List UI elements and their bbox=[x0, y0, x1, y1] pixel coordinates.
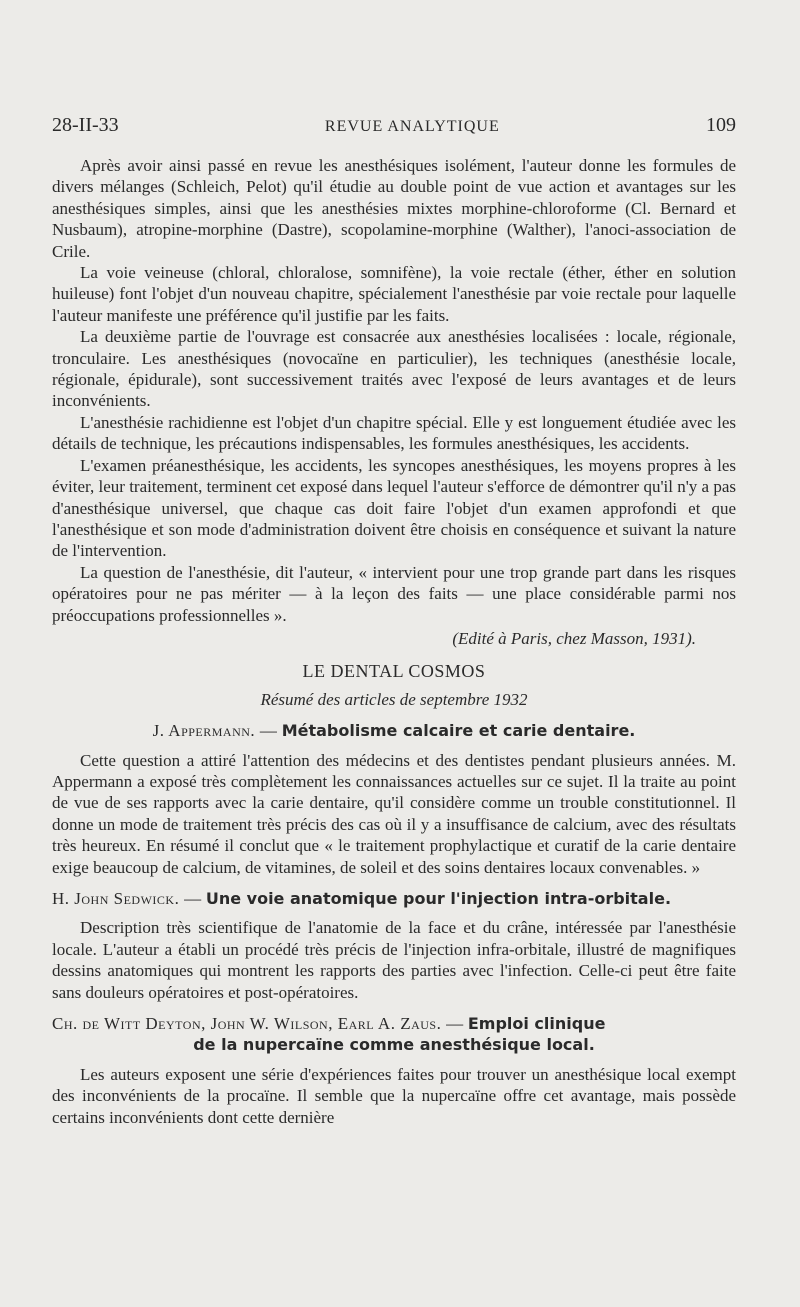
article-text: Cette question a attiré l'attention des médecins et des dentistes pendant plusieurs années. M. Appermann a exposé très complètement les connaissances actuelles sur ce sujet. Il la traite au point de vue de ses rapports avec la carie dentaire, qu'il considère comme un trouble constitutionnel. Il donne un mode de traitement très précis des cas où il y a insuffisance de calcium, avec des résultats très heureux. En résumé il conclut que « le traitement prophylactique et curatif de la carie dentaire exige beaucoup de calcium, de vitamines, de soleil et des soins dentaires locaux convenables. » bbox=[52, 750, 736, 877]
article-title: Une voie anatomique pour l'injection intra-orbitale. bbox=[205, 889, 672, 908]
article-text: Les auteurs exposent une série d'expériences faites pour trouver un anesthésique local exempt des inconvénients de la procaïne. Il semble que la nupercaïne offre cet avantage, mais possède certains inconvénients dont cette dernière bbox=[52, 1064, 736, 1127]
section-subtitle: Résumé des articles de septembre 1932 bbox=[260, 689, 528, 709]
article-heading bbox=[52, 1013, 736, 1034]
paragraph: La deuxième partie de l'ouvrage est consacrée aux anesthésies localisées : locale, régionale, tronculaire. Les anesthésiques (novocaïne en particulier), les techniques (anesthésie locale, régionale, épidurale), sont successivement traités avec l'exposé de leurs avantages et de leurs inconvénients. bbox=[52, 327, 736, 411]
article-text: Description très scientifique de l'anatomie de la face et du crâne, intéressée par l'anesthésie locale. L'auteur a établi un procédé très précis de l'injection infra-orbitale, illustré de magnifiques dessins anatomiques qui montrent les rapports des parties avec l'infection. Celle-ci peut être faite sans douleurs opératoires et post-opératoires. bbox=[52, 918, 736, 1002]
paragraph: Après avoir ainsi passé en revue les anesthésiques isolément, l'auteur donne les formules de divers mélanges (Schleich, Pelot) qu'il étudie au double point de vue action et avantages sur les anesthésiques simples, ainsi que les anesthésies mixtes morphine-chloroforme (Cl. Bernard et Nusbaum), atropine-morphine (Dastre), scopolamine-morphine (Walther), l'anoci-association de Crile. bbox=[52, 156, 736, 261]
paragraph: L'examen préanesthésique, les accidents, les syncopes anesthésiques, les moyens propres à les éviter, leur traitement, terminent cet exposé dans lequel l'auteur s'efforce de démontrer qu'il n'y a pas d'anesthésique universel, que chaque cas doit faire l'objet d'un examen approfondi et que l'anesthésique et son mode d'administration doivent être choisis en conséquence et suivant la nature de l'intervention. bbox=[52, 455, 736, 561]
article-author: H. John Sedwick. — bbox=[52, 889, 202, 908]
body-text bbox=[52, 155, 736, 1128]
article-title-continued: de la nupercaïne comme anesthésique local. bbox=[193, 1035, 595, 1055]
running-header bbox=[52, 114, 736, 142]
running-title: REVUE ANALYTIQUE bbox=[324, 118, 500, 135]
section-title: LE DENTAL COSMOS bbox=[302, 661, 486, 682]
article-heading bbox=[52, 888, 736, 909]
page-number: 109 bbox=[706, 114, 736, 136]
header-date: 28-II-33 bbox=[52, 114, 119, 136]
paragraph: La question de l'anesthésie, dit l'auteur, « intervient pour une trop grande part dans les risques opératoires pour ne pas mériter — à la leçon des faits — une place considérable parmi nos préoccupations professionnelles ». bbox=[52, 562, 736, 625]
article-title: Emploi clinique bbox=[467, 1014, 606, 1034]
paragraph: L'anesthésie rachidienne est l'objet d'un chapitre spécial. Elle y est longuement étudiée avec les détails de technique, les précautions indispensables, les formules anesthésiques, les accidents. bbox=[52, 412, 736, 454]
paragraph: La voie veineuse (chloral, chloralose, somnifène), la voie rectale (éther, éther en solution huileuse) font l'objet d'un nouveau chapitre, spécialement l'anesthésie par voie rectale pour laquelle l'auteur manifeste une préférence qu'il justifie par les faits. bbox=[52, 263, 736, 325]
article-author: J. Appermann. — bbox=[152, 721, 278, 741]
article-author: Ch. de Witt Deyton, John W. Wilson, Earl A. Zaus. — bbox=[52, 1014, 464, 1034]
article-heading bbox=[52, 720, 736, 741]
article-title: Métabolisme calcaire et carie dentaire. bbox=[281, 721, 636, 741]
source-note: (Edité à Paris, chez Masson, 1931). bbox=[452, 628, 696, 648]
